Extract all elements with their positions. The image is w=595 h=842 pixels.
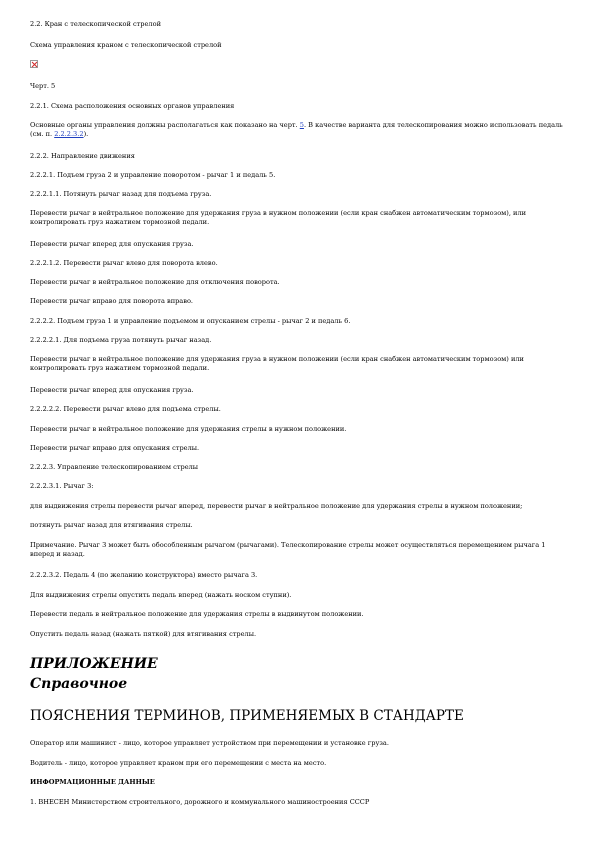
- paragraph: Перевести рычаг в нейтральное положение для удержания стрелы в нужном положении.: [30, 425, 347, 433]
- paragraph: Перевести рычаг вправо для поворота вправо.: [30, 297, 194, 305]
- paragraph: Перевести педаль в нейтральное положение для удержания стрелы в выдвинутом положении.: [30, 610, 364, 618]
- section-2-2-2-1: 2.2.2.1. Подъем груза 2 и управление поворотом - рычаг 1 и педаль 5.: [30, 171, 276, 179]
- section-2-2-2-3: 2.2.2.3. Управление телескопированием стрелы: [30, 463, 199, 471]
- figure-caption: Черт. 5: [30, 82, 56, 90]
- paragraph: Для выдвижения стрелы опустить педаль вперед (нажать носком ступни).: [30, 591, 292, 599]
- paragraph: Перевести рычаг в нейтральное положение для удержания груза в нужном положении (если кран снабжен автоматическим тормозом), или контролировать груз нажатием тормозной педали.: [30, 209, 527, 226]
- section-2-2-2-2-2: 2.2.2.2.2. Перевести рычаг влево для подъема стрелы.: [30, 405, 221, 413]
- section-2-2-1: 2.2.1. Схема расположения основных органов управления: [30, 102, 235, 110]
- link-figure-5[interactable]: 5: [299, 121, 304, 129]
- appendix-subheading: Справочное: [30, 676, 128, 692]
- paragraph: Перевести рычаг вперед для опускания груза.: [30, 240, 194, 248]
- text-segment: ).: [83, 130, 89, 138]
- paragraph: Опустить педаль назад (нажать пяткой) для втягивания стрелы.: [30, 630, 257, 638]
- paragraph: Перевести рычаг вперед для опускания груза.: [30, 386, 194, 394]
- paragraph: Перевести рычаг вправо для опускания стрелы.: [30, 444, 200, 452]
- paragraph: Перевести рычаг в нейтральное положение для удержания груза в нужном положении (если кран снабжен автоматическим тормозом) или контролировать груз нажатием тормозной педали.: [30, 355, 524, 372]
- paragraph: для выдвижения стрелы перевести рычаг вперед, перевести рычаг в нейтральное положение для удержания стрелы в нужном положении;: [30, 502, 523, 510]
- appendix-heading: ПРИЛОЖЕНИЕ: [30, 656, 158, 672]
- term-operator: Оператор или машинист - лицо, которое управляет устройством при перемещении и установке груза.: [30, 739, 389, 747]
- scheme-title: Схема управления краном с телескопической стрелой: [30, 41, 222, 49]
- broken-image-icon: [30, 60, 38, 68]
- note-paragraph: Примечание. Рычаг 3 может быть обособленным рычагом (рычагами). Телескопирование стрелы может осуществляться перемещением рычага 1 вперед и назад.: [30, 541, 546, 558]
- term-driver: Водитель - лицо, которое управляет краном при его перемещении с места на место.: [30, 759, 327, 767]
- info-data-item-1: 1. ВНЕСЕН Министерством строительного, дорожного и коммунального машиностроения СССР: [30, 798, 370, 806]
- text-segment: Основные органы управления должны располагаться как показано на черт.: [30, 121, 300, 129]
- paragraph-controls-layout: [30, 121, 570, 139]
- section-2-2-2: 2.2.2. Направление движения: [30, 152, 135, 160]
- paragraph: потянуть рычаг назад для втягивания стрелы.: [30, 521, 193, 529]
- link-section-2-2-2-3-2[interactable]: 2.2.2.3.2: [54, 130, 84, 138]
- section-2-2-2-3-2: 2.2.2.3.2. Педаль 4 (по желанию конструктора) вместо рычага 3.: [30, 571, 258, 579]
- section-2-2-2-2-1: 2.2.2.2.1. Для подъема груза потянуть рычаг назад.: [30, 336, 212, 344]
- section-2-2-2-2: 2.2.2.2. Подъем груза 1 и управление подъемом и опусканием стрелы - рычаг 2 и педаль 6.: [30, 317, 351, 325]
- terms-heading: ПОЯСНЕНИЯ ТЕРМИНОВ, ПРИМЕНЯЕМЫХ В СТАНДАРТЕ: [30, 708, 464, 724]
- section-2-2-2-3-1: 2.2.2.3.1. Рычаг 3:: [30, 482, 94, 490]
- info-data-heading: ИНФОРМАЦИОННЫЕ ДАННЫЕ: [30, 778, 155, 786]
- section-heading-2-2: 2.2. Кран с телескопической стрелой: [30, 20, 161, 28]
- text-segment: . В качестве варианта для телескопирования можно использовать педаль (см. п.: [30, 121, 563, 138]
- section-2-2-2-1-1: 2.2.2.1.1. Потянуть рычаг назад для подъема груза.: [30, 190, 212, 198]
- paragraph: Перевести рычаг в нейтральное положение для отключения поворота.: [30, 278, 280, 286]
- section-2-2-2-1-2: 2.2.2.1.2. Перевести рычаг влево для поворота влево.: [30, 259, 218, 267]
